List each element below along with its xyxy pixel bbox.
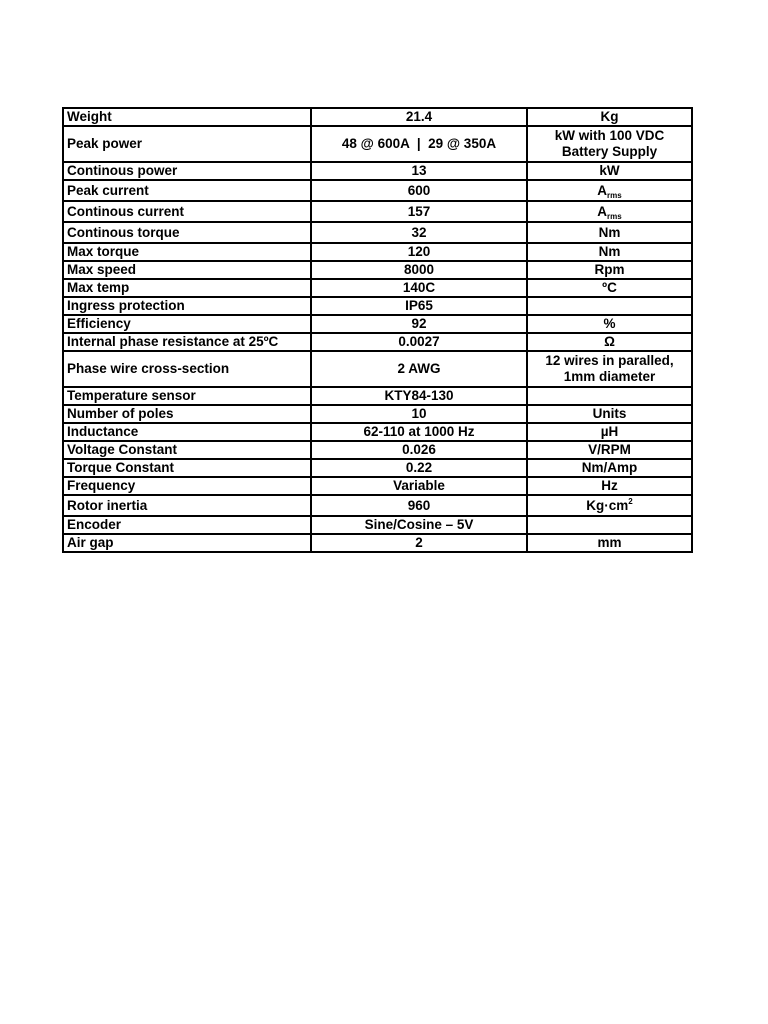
spec-unit	[527, 459, 692, 477]
spec-label: Voltage Constant	[63, 441, 311, 459]
spec-unit	[527, 405, 692, 423]
spec-value: Sine/Cosine – 5V	[311, 516, 527, 534]
spec-value: 0.0027	[311, 333, 527, 351]
spec-value: Variable	[311, 477, 527, 495]
motor-spec-table	[62, 107, 693, 553]
spec-unit-text: ºC	[602, 280, 617, 295]
spec-unit-subscript: rms	[607, 211, 622, 221]
spec-unit-text: Nm	[598, 244, 621, 259]
spec-label: Temperature sensor	[63, 387, 311, 405]
spec-row	[63, 222, 692, 243]
spec-unit-text: µH	[600, 424, 619, 439]
spec-row	[63, 441, 692, 459]
spec-unit-text: Kg	[600, 109, 619, 124]
spec-row	[63, 534, 692, 552]
spec-unit-superscript: 2	[628, 496, 633, 506]
spec-unit	[527, 162, 692, 180]
spec-row	[63, 279, 692, 297]
spec-label: Continous power	[63, 162, 311, 180]
spec-unit	[527, 261, 692, 279]
spec-unit	[527, 333, 692, 351]
spec-value: 600	[311, 180, 527, 201]
spec-unit-subscript: rms	[607, 190, 622, 200]
spec-unit-text: 12 wires in paralled, 1mm diameter	[545, 353, 674, 384]
spec-row	[63, 516, 692, 534]
spec-label: Phase wire cross-section	[63, 351, 311, 387]
spec-unit-text: V/RPM	[588, 442, 631, 457]
spec-label: Continous torque	[63, 222, 311, 243]
spec-table-body	[63, 108, 692, 552]
spec-label: Weight	[63, 108, 311, 126]
spec-value: 0.026	[311, 441, 527, 459]
spec-row	[63, 126, 692, 162]
spec-unit	[527, 534, 692, 552]
spec-value: 8000	[311, 261, 527, 279]
spec-value: 21.4	[311, 108, 527, 126]
spec-unit	[527, 297, 692, 315]
spec-value: 48 @ 600A | 29 @ 350A	[311, 126, 527, 162]
spec-label: Continous current	[63, 201, 311, 222]
spec-unit-text: kW	[599, 163, 620, 178]
spec-unit	[527, 201, 692, 222]
spec-label: Max torque	[63, 243, 311, 261]
spec-row	[63, 459, 692, 477]
spec-row	[63, 201, 692, 222]
spec-label: Air gap	[63, 534, 311, 552]
spec-unit-text: Nm/Amp	[581, 460, 638, 475]
spec-unit-text: kW with 100 VDC Battery Supply	[554, 128, 665, 159]
spec-value: 13	[311, 162, 527, 180]
spec-row	[63, 423, 692, 441]
spec-unit	[527, 387, 692, 405]
spec-unit-text: A	[597, 182, 608, 198]
spec-row	[63, 261, 692, 279]
spec-unit	[527, 423, 692, 441]
spec-label: Max speed	[63, 261, 311, 279]
spec-row	[63, 162, 692, 180]
spec-value: 120	[311, 243, 527, 261]
spec-row	[63, 243, 692, 261]
spec-row	[63, 351, 692, 387]
spec-row	[63, 180, 692, 201]
spec-unit	[527, 495, 692, 516]
spec-label: Internal phase resistance at 25ºC	[63, 333, 311, 351]
spec-value: 10	[311, 405, 527, 423]
spec-label: Torque Constant	[63, 459, 311, 477]
spec-value: IP65	[311, 297, 527, 315]
spec-unit	[527, 351, 692, 387]
spec-unit-text: Nm	[598, 224, 621, 240]
spec-row	[63, 108, 692, 126]
spec-unit-text: mm	[597, 535, 622, 550]
spec-value: 157	[311, 201, 527, 222]
spec-unit-text: Rpm	[594, 262, 625, 277]
spec-unit	[527, 243, 692, 261]
spec-unit	[527, 441, 692, 459]
spec-unit-text: Kg·cm	[586, 497, 629, 513]
spec-row	[63, 405, 692, 423]
spec-label: Efficiency	[63, 315, 311, 333]
spec-value: 140C	[311, 279, 527, 297]
spec-label: Frequency	[63, 477, 311, 495]
spec-row	[63, 333, 692, 351]
spec-label: Inductance	[63, 423, 311, 441]
spec-label: Number of poles	[63, 405, 311, 423]
spec-row	[63, 297, 692, 315]
spec-row	[63, 387, 692, 405]
spec-row	[63, 315, 692, 333]
spec-label: Peak power	[63, 126, 311, 162]
spec-unit-text: %	[603, 316, 616, 331]
spec-value: KTY84-130	[311, 387, 527, 405]
spec-label: Peak current	[63, 180, 311, 201]
spec-unit	[527, 477, 692, 495]
spec-unit	[527, 516, 692, 534]
spec-value: 2	[311, 534, 527, 552]
spec-unit	[527, 108, 692, 126]
spec-value: 62-110 at 1000 Hz	[311, 423, 527, 441]
spec-row	[63, 477, 692, 495]
spec-label: Rotor inertia	[63, 495, 311, 516]
spec-value: 2 AWG	[311, 351, 527, 387]
spec-value: 0.22	[311, 459, 527, 477]
spec-unit-text: Hz	[601, 478, 618, 493]
spec-value: 92	[311, 315, 527, 333]
spec-value: 960	[311, 495, 527, 516]
spec-unit-text: A	[597, 203, 608, 219]
spec-unit-text: Units	[592, 406, 627, 421]
spec-value: 32	[311, 222, 527, 243]
spec-unit	[527, 279, 692, 297]
spec-unit-text: Ω	[604, 334, 615, 349]
spec-label: Ingress protection	[63, 297, 311, 315]
spec-unit	[527, 180, 692, 201]
spec-row	[63, 495, 692, 516]
spec-label: Max temp	[63, 279, 311, 297]
spec-unit	[527, 222, 692, 243]
spec-label: Encoder	[63, 516, 311, 534]
spec-unit	[527, 315, 692, 333]
spec-unit	[527, 126, 692, 162]
